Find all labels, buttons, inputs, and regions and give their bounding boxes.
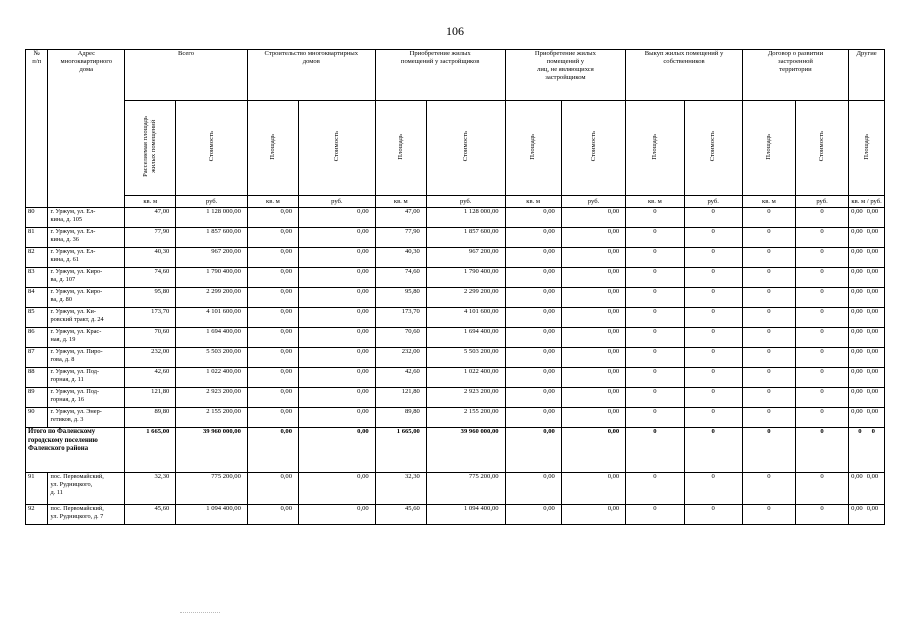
- value-cell: [849, 348, 885, 368]
- col-other-header: Другие: [849, 50, 885, 101]
- value-cell: 45,60: [375, 505, 426, 525]
- value-cell: 1 094 400,00: [426, 505, 505, 525]
- value-cell: [849, 408, 885, 428]
- total-value-cell: 1 665,00: [125, 428, 176, 473]
- value-cell: 32,30: [125, 473, 176, 505]
- value-cell: 0: [795, 268, 848, 288]
- total-label: Итого по Фаленскому городскому поселению Фаленского района: [26, 428, 125, 473]
- other-area-value: 0,00: [851, 288, 863, 295]
- unit-cell: кв. м: [505, 196, 561, 208]
- value-cell: 0,00: [299, 228, 376, 248]
- value-cell: 0,00: [561, 268, 625, 288]
- sub-area-resettled: Расселяемая площадь жилых помещений: [125, 101, 176, 196]
- value-cell: 0,00: [299, 505, 376, 525]
- value-cell: 0,00: [561, 368, 625, 388]
- sub-cost-total: Стоимость: [176, 101, 248, 196]
- other-area-value: 0,00: [851, 328, 863, 335]
- other-cost-value: 0,00: [866, 388, 879, 395]
- value-cell: [849, 268, 885, 288]
- table-row: [26, 248, 885, 268]
- value-cell: 0,00: [561, 248, 625, 268]
- value-cell: 0: [684, 288, 742, 308]
- address-cell: г. Уржум, ул. Киро- ва, д. 107: [48, 268, 125, 288]
- value-cell: 0,00: [505, 505, 561, 525]
- unit-cell: кв. м: [247, 196, 298, 208]
- unit-cell: руб.: [426, 196, 505, 208]
- col-agreement-header: Договор о развитии застроенной территории: [742, 50, 848, 101]
- value-cell: 1 790 400,00: [426, 268, 505, 288]
- value-cell: 2 299 200,00: [176, 288, 248, 308]
- row-number-cell: 81: [26, 228, 48, 248]
- sub-cost-buyout: Стоимость: [684, 101, 742, 196]
- unit-cell: кв. м: [125, 196, 176, 208]
- value-cell: 0: [742, 248, 795, 268]
- table-row: [26, 408, 885, 428]
- value-cell: 0: [795, 505, 848, 525]
- col-construction-header: Строительство многоквартирных домов: [247, 50, 375, 101]
- value-cell: 1 694 400,00: [426, 328, 505, 348]
- value-cell: 47,00: [125, 208, 176, 228]
- value-cell: 1 128 000,00: [176, 208, 248, 228]
- other-area-value: 0,00: [851, 348, 863, 355]
- value-cell: [849, 368, 885, 388]
- other-area-value: 0,00: [851, 473, 863, 480]
- col-purchase-other-header: Приобретение жилых помещений у лиц, не являющихся застройщиком: [505, 50, 626, 101]
- value-cell: 0: [684, 268, 742, 288]
- value-cell: 232,00: [125, 348, 176, 368]
- value-cell: 40,30: [375, 248, 426, 268]
- value-cell: 5 503 200,00: [426, 348, 505, 368]
- sub-area-buyout: Площадь: [626, 101, 684, 196]
- value-cell: 0: [742, 308, 795, 328]
- value-cell: 77,90: [125, 228, 176, 248]
- table-row: [26, 268, 885, 288]
- total-value-cell: 0: [626, 428, 684, 473]
- value-cell: 0,00: [505, 328, 561, 348]
- value-cell: 232,00: [375, 348, 426, 368]
- sub-area-agreement: Площадь: [742, 101, 795, 196]
- row-number-cell: 85: [26, 308, 48, 328]
- value-cell: 2 923 200,00: [176, 388, 248, 408]
- other-cost-value: 0,00: [866, 208, 879, 215]
- value-cell: 0: [795, 248, 848, 268]
- address-cell: пос. Первомайский, ул. Рудницкого, д. 7: [48, 505, 125, 525]
- value-cell: 0,00: [299, 208, 376, 228]
- unit-cell: кв. м: [626, 196, 684, 208]
- sub-area-cost-other: Площадь: [849, 101, 885, 196]
- value-cell: 0: [742, 473, 795, 505]
- value-cell: 0,00: [247, 368, 298, 388]
- value-cell: 0: [684, 208, 742, 228]
- sub-area-construction: Площадь: [247, 101, 298, 196]
- value-cell: 74,60: [125, 268, 176, 288]
- total-value-cell: 39 960 000,00: [176, 428, 248, 473]
- unit-cell: кв. м / руб.: [849, 196, 885, 208]
- value-cell: 0: [684, 505, 742, 525]
- value-cell: 0,00: [561, 208, 625, 228]
- value-cell: 0: [684, 388, 742, 408]
- value-cell: 0: [626, 248, 684, 268]
- other-cost-value: 0,00: [866, 268, 879, 275]
- other-area-value: 0,00: [851, 248, 863, 255]
- value-cell: 0,00: [505, 228, 561, 248]
- unit-cell: руб.: [795, 196, 848, 208]
- value-cell: 0,00: [247, 308, 298, 328]
- value-cell: 0,00: [247, 348, 298, 368]
- value-cell: 1 694 400,00: [176, 328, 248, 348]
- value-cell: 0: [795, 408, 848, 428]
- other-cost-value: 0,00: [866, 328, 879, 335]
- value-cell: 70,60: [375, 328, 426, 348]
- total-other-cost: 0: [871, 428, 875, 435]
- value-cell: 0: [742, 288, 795, 308]
- page-number: 106: [446, 24, 464, 38]
- value-cell: [849, 473, 885, 505]
- header-row-1: [26, 50, 885, 101]
- value-cell: 2 299 200,00: [426, 288, 505, 308]
- value-cell: 0: [742, 505, 795, 525]
- other-cost-value: 0,00: [866, 248, 879, 255]
- address-cell: г. Уржум, ул. Крас- ная, д. 19: [48, 328, 125, 348]
- value-cell: 1 022 400,00: [176, 368, 248, 388]
- total-value-cell: 0,00: [505, 428, 561, 473]
- other-area-value: 0,00: [851, 368, 863, 375]
- value-cell: 0,00: [505, 368, 561, 388]
- unit-cell: руб.: [299, 196, 376, 208]
- other-cost-value: 0,00: [866, 348, 879, 355]
- unit-cell: руб.: [684, 196, 742, 208]
- value-cell: 0: [626, 368, 684, 388]
- total-value-cell: 39 960 000,00: [426, 428, 505, 473]
- value-cell: 0,00: [505, 208, 561, 228]
- value-cell: 0: [742, 328, 795, 348]
- value-cell: 0: [742, 368, 795, 388]
- value-cell: 42,60: [125, 368, 176, 388]
- total-value-cell: 0: [684, 428, 742, 473]
- value-cell: 121,80: [375, 388, 426, 408]
- value-cell: 0,00: [561, 408, 625, 428]
- value-cell: 0: [684, 408, 742, 428]
- value-cell: 0,00: [247, 248, 298, 268]
- value-cell: 0: [626, 505, 684, 525]
- value-cell: [849, 208, 885, 228]
- value-cell: 45,60: [125, 505, 176, 525]
- table-row: [26, 368, 885, 388]
- value-cell: 0,00: [247, 268, 298, 288]
- other-area-value: 0,00: [851, 308, 863, 315]
- total-value-cell: 0,00: [247, 428, 298, 473]
- value-cell: 0,00: [247, 328, 298, 348]
- row-number-cell: 91: [26, 473, 48, 505]
- value-cell: 0: [795, 208, 848, 228]
- value-cell: 5 503 200,00: [176, 348, 248, 368]
- value-cell: 967 200,00: [176, 248, 248, 268]
- value-cell: 0: [742, 348, 795, 368]
- value-cell: 0,00: [561, 505, 625, 525]
- value-cell: 0: [795, 228, 848, 248]
- value-cell: 0: [626, 348, 684, 368]
- table-row: [26, 288, 885, 308]
- value-cell: 0,00: [505, 268, 561, 288]
- total-value-cell: 0,00: [561, 428, 625, 473]
- value-cell: [849, 328, 885, 348]
- value-cell: 0,00: [299, 388, 376, 408]
- value-cell: 0: [795, 328, 848, 348]
- value-cell: 89,80: [375, 408, 426, 428]
- value-cell: 0,00: [505, 473, 561, 505]
- value-cell: 0,00: [561, 348, 625, 368]
- value-cell: 0,00: [247, 505, 298, 525]
- total-row: [26, 428, 885, 473]
- value-cell: 0,00: [247, 208, 298, 228]
- value-cell: 32,30: [375, 473, 426, 505]
- total-value-cell: 1 665,00: [375, 428, 426, 473]
- unit-cell: руб.: [561, 196, 625, 208]
- value-cell: 0: [626, 308, 684, 328]
- row-number-cell: 86: [26, 328, 48, 348]
- other-area-value: 0,00: [851, 408, 863, 415]
- value-cell: 0,00: [299, 408, 376, 428]
- value-cell: 0: [684, 308, 742, 328]
- resettlement-table: [25, 49, 885, 525]
- row-number-cell: 92: [26, 505, 48, 525]
- value-cell: 121,80: [125, 388, 176, 408]
- rows-group-a: [26, 208, 885, 428]
- value-cell: 0,00: [505, 308, 561, 328]
- row-number-cell: 89: [26, 388, 48, 408]
- value-cell: 0: [742, 388, 795, 408]
- value-cell: 74,60: [375, 268, 426, 288]
- unit-cell: кв. м: [375, 196, 426, 208]
- value-cell: 0: [626, 268, 684, 288]
- value-cell: 0,00: [299, 348, 376, 368]
- value-cell: 0,00: [299, 268, 376, 288]
- value-cell: 0: [626, 408, 684, 428]
- value-cell: 0: [626, 388, 684, 408]
- table-row: [26, 228, 885, 248]
- address-cell: г. Уржум, ул. Под- горная, д. 16: [48, 388, 125, 408]
- col-total-header: Всего: [125, 50, 248, 101]
- value-cell: 0,00: [299, 288, 376, 308]
- value-cell: 0,00: [299, 308, 376, 328]
- value-cell: 89,80: [125, 408, 176, 428]
- value-cell: 77,90: [375, 228, 426, 248]
- value-cell: 0: [626, 473, 684, 505]
- value-cell: 173,70: [125, 308, 176, 328]
- value-cell: 0: [626, 328, 684, 348]
- address-cell: г. Уржум, ул. Под- горная, д. 11: [48, 368, 125, 388]
- value-cell: [849, 288, 885, 308]
- value-cell: 95,80: [125, 288, 176, 308]
- value-cell: 0: [742, 208, 795, 228]
- sub-cost-purchase-other: Стоимость: [561, 101, 625, 196]
- rows-group-b: [26, 473, 885, 525]
- address-cell: г. Уржум, ул. Ел- кина, д. 36: [48, 228, 125, 248]
- value-cell: 0: [795, 388, 848, 408]
- value-cell: 0,00: [247, 288, 298, 308]
- value-cell: 0,00: [561, 388, 625, 408]
- value-cell: 0: [684, 368, 742, 388]
- total-value-cell: 0: [795, 428, 848, 473]
- value-cell: 0,00: [561, 473, 625, 505]
- value-cell: 0,00: [247, 473, 298, 505]
- value-cell: 0: [795, 473, 848, 505]
- other-cost-value: 0,00: [866, 505, 879, 512]
- value-cell: 4 101 600,00: [176, 308, 248, 328]
- value-cell: 0: [795, 288, 848, 308]
- value-cell: 173,70: [375, 308, 426, 328]
- table-row: [26, 348, 885, 368]
- value-cell: [849, 248, 885, 268]
- value-cell: 0,00: [299, 248, 376, 268]
- other-area-value: 0,00: [851, 228, 863, 235]
- row-number-cell: 80: [26, 208, 48, 228]
- value-cell: 0: [795, 308, 848, 328]
- value-cell: 0: [684, 473, 742, 505]
- row-number-cell: 88: [26, 368, 48, 388]
- table-row: [26, 308, 885, 328]
- value-cell: 0,00: [505, 348, 561, 368]
- value-cell: 0: [626, 228, 684, 248]
- table-row: [26, 505, 885, 525]
- total-value-cell: 0: [742, 428, 795, 473]
- table-row: [26, 208, 885, 228]
- value-cell: 0: [684, 328, 742, 348]
- col-num-header: № п/п: [26, 50, 48, 208]
- address-cell: г. Уржум, ул. Ел- кина, д. 105: [48, 208, 125, 228]
- col-purchase-dev-header: Приобретение жилых помещений у застройщиков: [375, 50, 505, 101]
- sub-cost-construction: Стоимость: [299, 101, 376, 196]
- value-cell: 0: [795, 368, 848, 388]
- value-cell: 775 200,00: [426, 473, 505, 505]
- col-buyout-header: Выкуп жилых помещений у собственников: [626, 50, 743, 101]
- units-row: [26, 196, 885, 208]
- table-row: [26, 388, 885, 408]
- value-cell: 0,00: [561, 228, 625, 248]
- value-cell: 4 101 600,00: [426, 308, 505, 328]
- scan-mark: [180, 612, 220, 614]
- value-cell: 1 094 400,00: [176, 505, 248, 525]
- value-cell: 0: [626, 288, 684, 308]
- value-cell: 0,00: [561, 288, 625, 308]
- row-number-cell: 90: [26, 408, 48, 428]
- header-row-2: [26, 101, 885, 196]
- other-cost-value: 0,00: [866, 288, 879, 295]
- value-cell: 1 857 600,00: [176, 228, 248, 248]
- value-cell: 0,00: [505, 388, 561, 408]
- other-area-value: 0,00: [851, 208, 863, 215]
- value-cell: 0,00: [247, 388, 298, 408]
- value-cell: 47,00: [375, 208, 426, 228]
- value-cell: 0,00: [561, 308, 625, 328]
- value-cell: 0,00: [505, 408, 561, 428]
- value-cell: 0: [742, 268, 795, 288]
- row-number-cell: 87: [26, 348, 48, 368]
- table-row: [26, 473, 885, 505]
- value-cell: 0,00: [299, 328, 376, 348]
- value-cell: 0,00: [505, 288, 561, 308]
- other-area-value: 0,00: [851, 268, 863, 275]
- value-cell: 2 155 200,00: [426, 408, 505, 428]
- value-cell: 967 200,00: [426, 248, 505, 268]
- value-cell: 0,00: [247, 408, 298, 428]
- unit-cell: руб.: [176, 196, 248, 208]
- address-cell: г. Уржум, ул. Пиро- гова, д. 8: [48, 348, 125, 368]
- value-cell: 2 155 200,00: [176, 408, 248, 428]
- table-row: [26, 328, 885, 348]
- value-cell: 0: [742, 408, 795, 428]
- value-cell: 40,30: [125, 248, 176, 268]
- value-cell: 42,60: [375, 368, 426, 388]
- value-cell: 0,00: [561, 328, 625, 348]
- value-cell: 0,00: [505, 248, 561, 268]
- value-cell: 0: [684, 248, 742, 268]
- value-cell: [849, 388, 885, 408]
- value-cell: 775 200,00: [176, 473, 248, 505]
- row-number-cell: 82: [26, 248, 48, 268]
- total-group: [26, 428, 885, 473]
- value-cell: 0,00: [247, 228, 298, 248]
- address-cell: г. Уржум, ул. Ел- кина, д. 61: [48, 248, 125, 268]
- other-area-value: 0,00: [851, 388, 863, 395]
- other-cost-value: 0,00: [866, 408, 879, 415]
- address-cell: пос. Первомайский, ул. Рудницкого, д. 11: [48, 473, 125, 505]
- other-area-value: 0,00: [851, 505, 863, 512]
- value-cell: 0,00: [299, 368, 376, 388]
- row-number-cell: 84: [26, 288, 48, 308]
- sub-area-purchase-dev: Площадь: [375, 101, 426, 196]
- other-cost-value: 0,00: [866, 368, 879, 375]
- other-cost-value: 0,00: [866, 308, 879, 315]
- value-cell: 0: [742, 228, 795, 248]
- value-cell: 1 790 400,00: [176, 268, 248, 288]
- address-cell: г. Уржум, ул. Энер- гетиков, д. 3: [48, 408, 125, 428]
- value-cell: [849, 228, 885, 248]
- value-cell: 70,60: [125, 328, 176, 348]
- value-cell: 0: [684, 348, 742, 368]
- other-cost-value: 0,00: [866, 228, 879, 235]
- address-cell: г. Уржум, ул. Киро- ва, д. 80: [48, 288, 125, 308]
- value-cell: [849, 505, 885, 525]
- value-cell: 1 022 400,00: [426, 368, 505, 388]
- value-cell: 0: [684, 228, 742, 248]
- value-cell: 0: [626, 208, 684, 228]
- value-cell: 0: [795, 348, 848, 368]
- unit-cell: кв. м: [742, 196, 795, 208]
- value-cell: 1 857 600,00: [426, 228, 505, 248]
- value-cell: 95,80: [375, 288, 426, 308]
- other-cost-value: 0,00: [866, 473, 879, 480]
- total-other-area: 0: [858, 428, 862, 435]
- sub-area-purchase-other: Площадь: [505, 101, 561, 196]
- total-value-cell: 0,00: [299, 428, 376, 473]
- col-address-header: Адрес многоквартирного дома: [48, 50, 125, 208]
- value-cell: 2 923 200,00: [426, 388, 505, 408]
- sub-cost-agreement: Стоимость: [795, 101, 848, 196]
- value-cell: [849, 308, 885, 328]
- row-number-cell: 83: [26, 268, 48, 288]
- sub-cost-purchase-dev: Стоимость: [426, 101, 505, 196]
- value-cell: 1 128 000,00: [426, 208, 505, 228]
- address-cell: г. Уржум, ул. Ки- ровский тракт, д. 24: [48, 308, 125, 328]
- value-cell: 0,00: [299, 473, 376, 505]
- total-value-cell: [849, 428, 885, 473]
